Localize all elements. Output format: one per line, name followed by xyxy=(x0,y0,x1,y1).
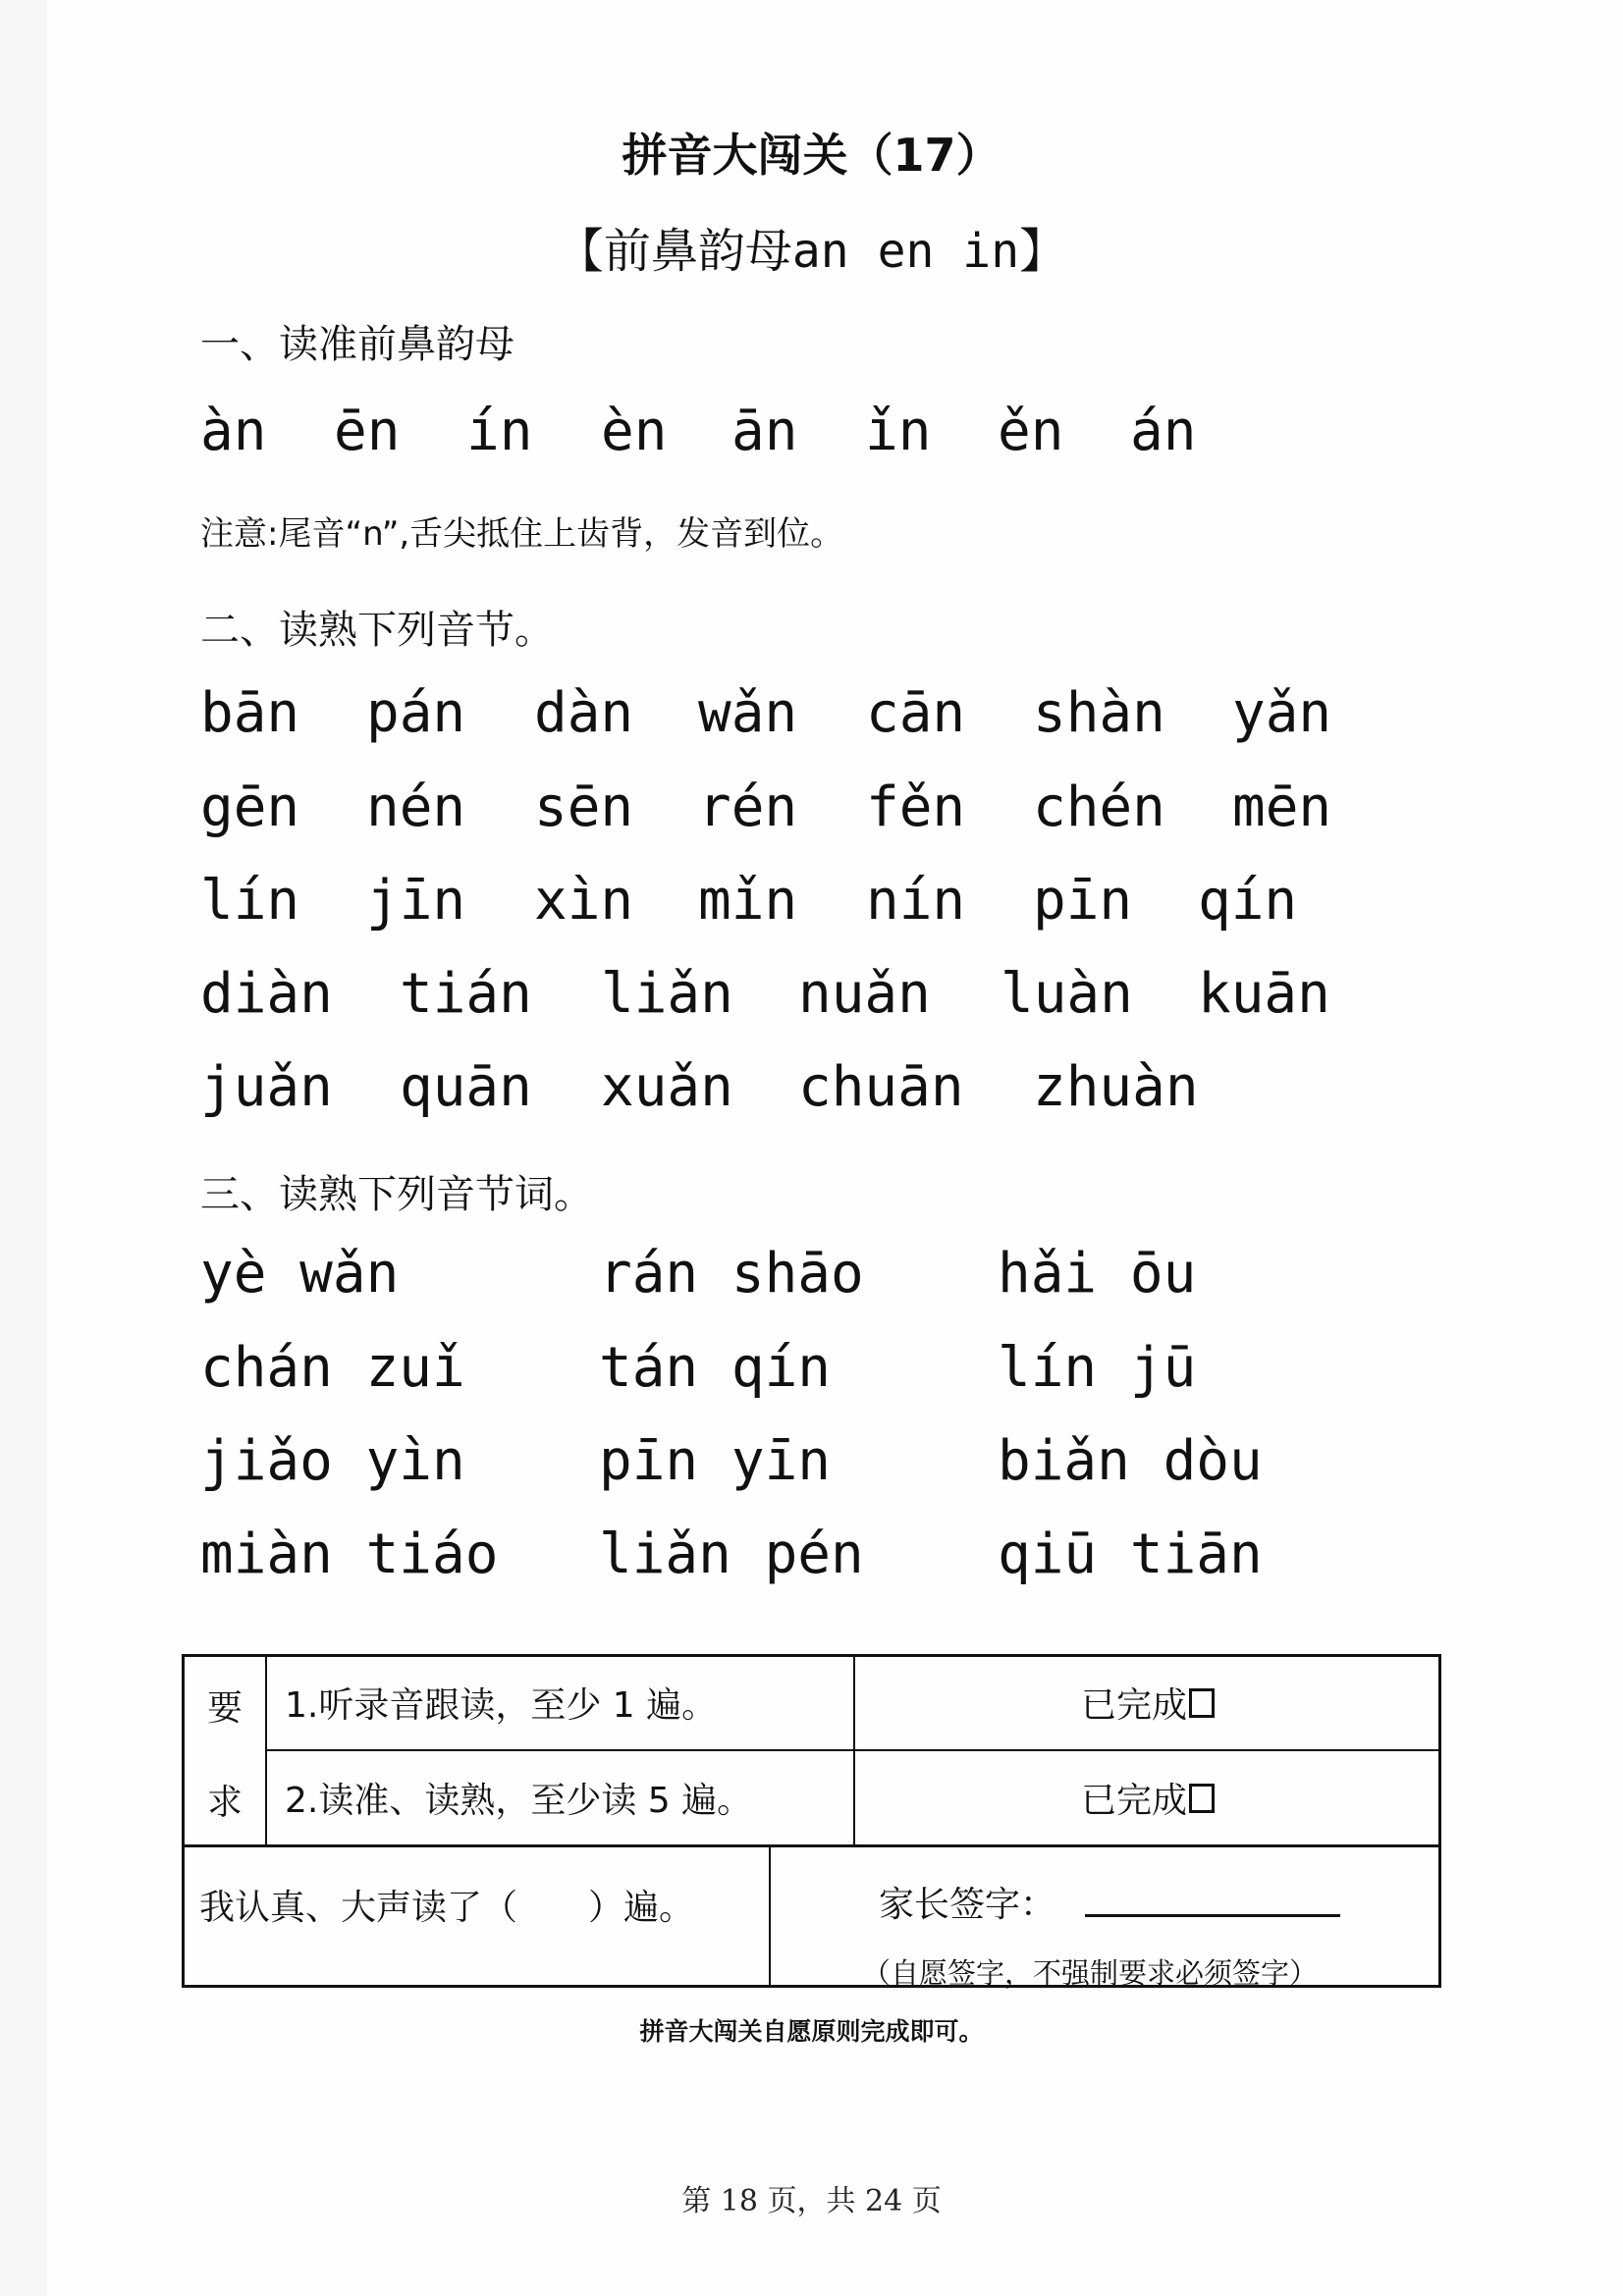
final-item: ěn xyxy=(998,400,1064,463)
status-label: 已完成 xyxy=(1080,1781,1187,1821)
syllable: pīn xyxy=(1033,869,1133,933)
syllable: pán xyxy=(366,681,466,745)
pronunciation-note: 注意:尾音“n”,舌尖抵住上齿背，发音到位。 xyxy=(200,514,844,554)
status-label: 已完成 xyxy=(1080,1685,1187,1726)
completed-checkbox[interactable] xyxy=(1189,1784,1215,1813)
syllable: gēn xyxy=(200,775,300,839)
syllable: zhuàn xyxy=(1033,1055,1199,1119)
page-title: 拼音大闯关（17） xyxy=(622,129,1001,182)
table-divider-bottom xyxy=(769,1845,771,1987)
final-item: án xyxy=(1130,400,1197,463)
syllable: jīn xyxy=(366,869,466,933)
requirement-1-text: 1.听录音跟读，至少 1 遍。 xyxy=(285,1685,718,1726)
syllable: mēn xyxy=(1232,775,1332,839)
syllable: sēn xyxy=(534,775,634,839)
syllable: xìn xyxy=(534,869,634,933)
syllable: kuān xyxy=(1198,962,1330,1026)
word: lín jū xyxy=(998,1336,1197,1400)
final-item: ān xyxy=(731,400,798,463)
page-subtitle xyxy=(0,222,1623,281)
section3-heading: 三、读熟下列音节词。 xyxy=(200,1172,593,1217)
final-item: èn xyxy=(601,400,668,463)
requirement-1-status[interactable] xyxy=(855,1655,1440,1750)
syllable: lín xyxy=(200,869,300,933)
completed-checkbox[interactable] xyxy=(1189,1688,1215,1718)
final-item: ēn xyxy=(334,400,401,463)
word: pīn yīn xyxy=(599,1429,832,1493)
syllable: rén xyxy=(698,775,798,839)
subtitle-finals: an en in xyxy=(791,224,1020,279)
requirement-label-bottom: 求 xyxy=(206,1782,243,1823)
syllable: mǐn xyxy=(698,869,798,933)
subtitle-label: 前鼻韵母 xyxy=(603,224,792,279)
word: chán zuǐ xyxy=(200,1336,465,1400)
word: yè wǎn xyxy=(200,1242,400,1306)
syllable: qín xyxy=(1198,869,1298,933)
parent-sign-label: 家长签字： xyxy=(879,1884,1056,1925)
final-item: àn xyxy=(200,400,267,463)
syllable: nín xyxy=(866,869,966,933)
word: liǎn pén xyxy=(599,1522,864,1586)
page-number: 第 18 页，共 24 页 xyxy=(681,2184,942,2218)
syllable: luàn xyxy=(1001,962,1133,1026)
word: miàn tiáo xyxy=(200,1522,499,1586)
syllable: tián xyxy=(400,962,532,1026)
page-edge-shade xyxy=(0,0,47,2296)
word: biǎn dòu xyxy=(998,1429,1263,1493)
syllable: juǎn xyxy=(200,1055,333,1119)
bracket-open: 【 xyxy=(556,224,604,279)
syllable: bān xyxy=(200,681,300,745)
syllable: shàn xyxy=(1033,681,1165,745)
syllable: cān xyxy=(866,681,966,745)
word: hǎi ōu xyxy=(998,1242,1197,1306)
syllable: fěn xyxy=(866,775,966,839)
syllable: chén xyxy=(1033,775,1165,839)
requirement-label-top: 要 xyxy=(206,1687,243,1729)
footnote: 拼音大闯关自愿原则完成即可。 xyxy=(639,2017,984,2046)
requirement-2-text: 2.读准、读熟，至少读 5 遍。 xyxy=(285,1781,753,1821)
section2-heading: 二、读熟下列音节。 xyxy=(200,608,554,653)
parent-sign-note: （自愿签字，不强制要求必须签字） xyxy=(862,1955,1319,1990)
syllable: diàn xyxy=(200,962,333,1026)
syllable: wǎn xyxy=(698,681,798,745)
syllable: nén xyxy=(366,775,466,839)
final-item: ǐn xyxy=(865,400,932,463)
requirement-2-status[interactable] xyxy=(855,1750,1440,1845)
word: jiǎo yìn xyxy=(200,1429,465,1493)
parent-signature-line[interactable] xyxy=(1085,1914,1340,1917)
bracket-close: 】 xyxy=(1019,224,1067,279)
syllable: quān xyxy=(400,1055,532,1119)
word: qiū tiān xyxy=(998,1522,1263,1586)
word: tán qín xyxy=(599,1336,832,1400)
read-count-text[interactable]: 我认真、大声读了（ ）遍。 xyxy=(199,1887,695,1928)
final-item: ín xyxy=(466,400,533,463)
syllable: nuǎn xyxy=(798,962,931,1026)
syllable: liǎn xyxy=(601,962,733,1026)
syllable: chuān xyxy=(798,1055,964,1119)
syllable: dàn xyxy=(534,681,634,745)
syllable: xuǎn xyxy=(601,1055,733,1119)
word: rán shāo xyxy=(599,1242,864,1306)
syllable: yǎn xyxy=(1232,681,1332,745)
section1-heading: 一、读准前鼻韵母 xyxy=(200,322,514,367)
